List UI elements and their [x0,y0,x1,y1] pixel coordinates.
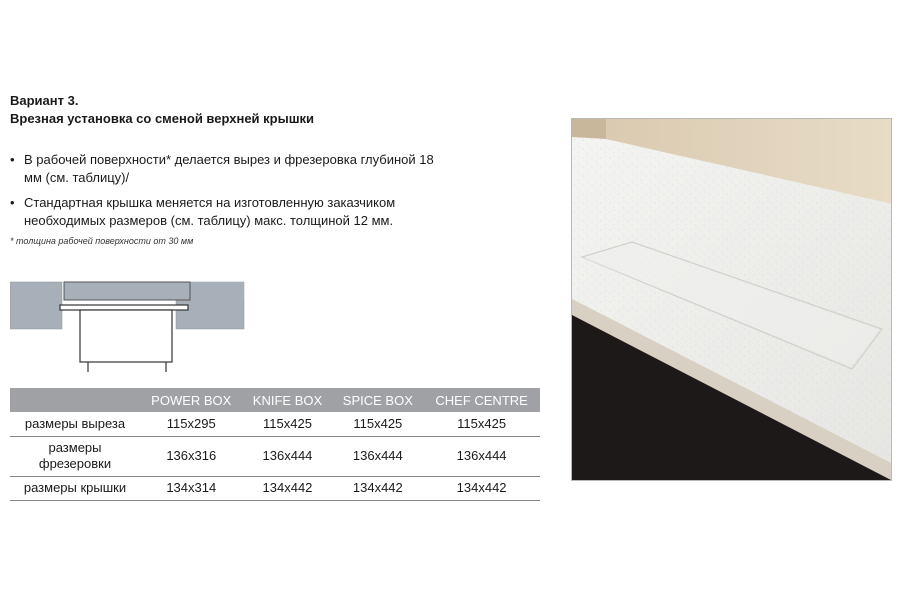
bullet-text-line: мм (см. таблицу)/ [24,170,130,185]
column-header: KNIFE BOX [243,388,333,412]
section-heading [10,92,314,128]
bullet-text-line: необходимых размеров (см. таблицу) макс. толщиной 12 мм. [24,213,394,228]
table-cell: 134x442 [332,476,423,500]
table-cell: 136x316 [140,436,243,476]
box-body [80,310,172,362]
bullet-item [10,194,520,230]
bullet-marker: • [10,152,15,167]
heading-variant: Вариант 3. [10,93,79,108]
column-header: SPICE BOX [332,388,423,412]
column-header: CHEF CENTRE [423,388,540,412]
table-cell: 136x444 [243,436,333,476]
replacement-lid [64,282,190,300]
table-cell: 115x425 [423,412,540,436]
dimensions-table [10,388,540,501]
bullet-list [10,151,520,237]
bullet-text-line: Стандартная крышка меняется на изготовленную заказчиком [24,195,396,210]
table-cell: 115x425 [332,412,423,436]
bullet-marker: • [10,195,15,210]
countertop-left [10,282,62,329]
table-cell: 134x442 [423,476,540,500]
table-row [10,412,540,436]
table-cell: 136x444 [332,436,423,476]
installation-diagram [10,280,250,375]
table-cell: 115x295 [140,412,243,436]
footnote: * толщина рабочей поверхности от 30 мм [10,236,194,246]
column-header: POWER BOX [140,388,243,412]
table-row [10,436,540,476]
table-corner [10,388,140,412]
countertop-mill-right [191,282,244,300]
countertop-photo [571,118,892,481]
bullet-item [10,151,520,187]
row-label: размеры крышки [10,476,140,500]
row-label-line: размеры [48,440,102,455]
table-header-row [10,388,540,412]
table-cell: 136x444 [423,436,540,476]
table-cell: 134x442 [243,476,333,500]
table-row [10,476,540,500]
table-cell: 134x314 [140,476,243,500]
heading-title: Врезная установка со сменой верхней крышки [10,111,315,126]
box-flange [60,305,188,310]
row-label [10,436,140,476]
row-label-line: фрезеровки [38,456,112,471]
bullet-text-line: В рабочей поверхности* делается вырез и фрезеровка глубиной 18 [24,152,434,167]
table-cell: 115x425 [243,412,333,436]
countertop-photo-illustration [572,119,892,481]
row-label: размеры выреза [10,412,140,436]
